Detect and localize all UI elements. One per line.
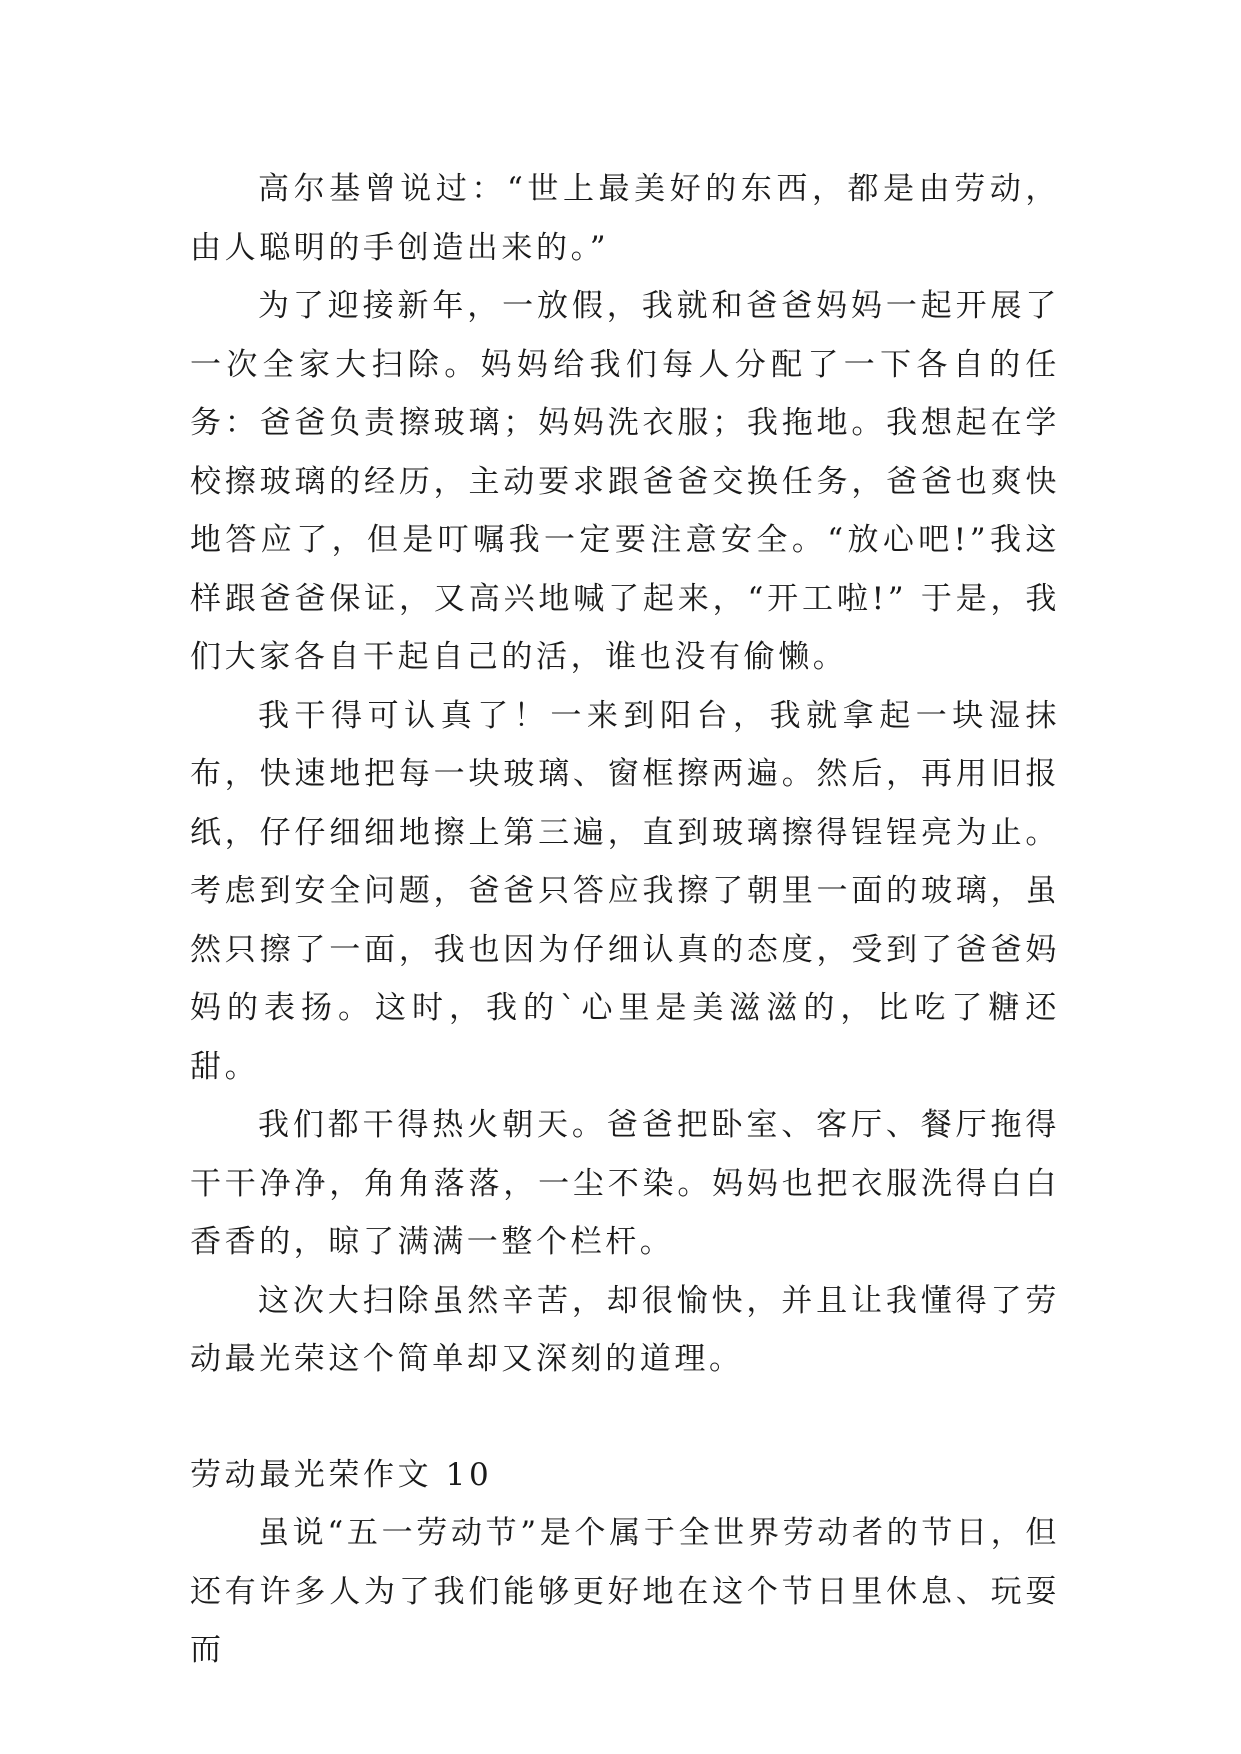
paragraph-family-working: 我们都干得热火朝天。爸爸把卧室、客厅、餐厅拖得干干净净，角角落落，一尘不染。妈妈也把衣服洗得白白香香的，晾了满满一整个栏杆。 (190, 1107, 1060, 1260)
paragraph-new-year-cleaning: 为了迎接新年，一放假，我就和爸爸妈妈一起开展了一次全家大扫除。妈妈给我们每人分配了一下各自的任务：爸爸负责擦玻璃；妈妈洗衣服；我拖地。我想起在学校擦玻璃的经历，主动要求跟爸爸交换任务，爸爸也爽快地答应了，但是叮嘱我一定要注意安全。“放心吧!”我这样跟爸爸保证，又高兴地喊了起来，“开工啦!” 于是，我们大家各自干起自己的活，谁也没有偷懒。 (190, 288, 1060, 675)
section-title: 劳动最光荣作文 10 (190, 1456, 493, 1493)
paragraph-window-cleaning: 我干得可认真了！一来到阳台，我就拿起一块湿抹布，快速地把每一块玻璃、窗框擦两遍。然后，再用旧报纸，仔仔细细地擦上第三遍，直到玻璃擦得锃锃亮为止。考虑到安全问题，爸爸只答应我擦了朝里一面的玻璃，虽然只擦了一面，我也因为仔细认真的态度，受到了爸爸妈妈的表扬。这时，我的`心里是美滋滋的，比吃了糖还甜。 (190, 697, 1060, 1085)
paragraph-conclusion: 这次大扫除虽然辛苦，却很愉快，并且让我懂得了劳动最光荣这个简单却又深刻的道理。 (190, 1282, 1060, 1377)
paragraph-gorky-quote: 高尔基曾说过：“世上最美好的东西，都是由劳动，由人聪明的手创造出来的。” (190, 171, 1060, 266)
document-body (190, 160, 1060, 1680)
paragraph-may-day: 虽说“五一劳动节”是个属于全世界劳动者的节日，但还有许多人为了我们能够更好地在这个节日里休息、玩耍而 (190, 1515, 1060, 1668)
